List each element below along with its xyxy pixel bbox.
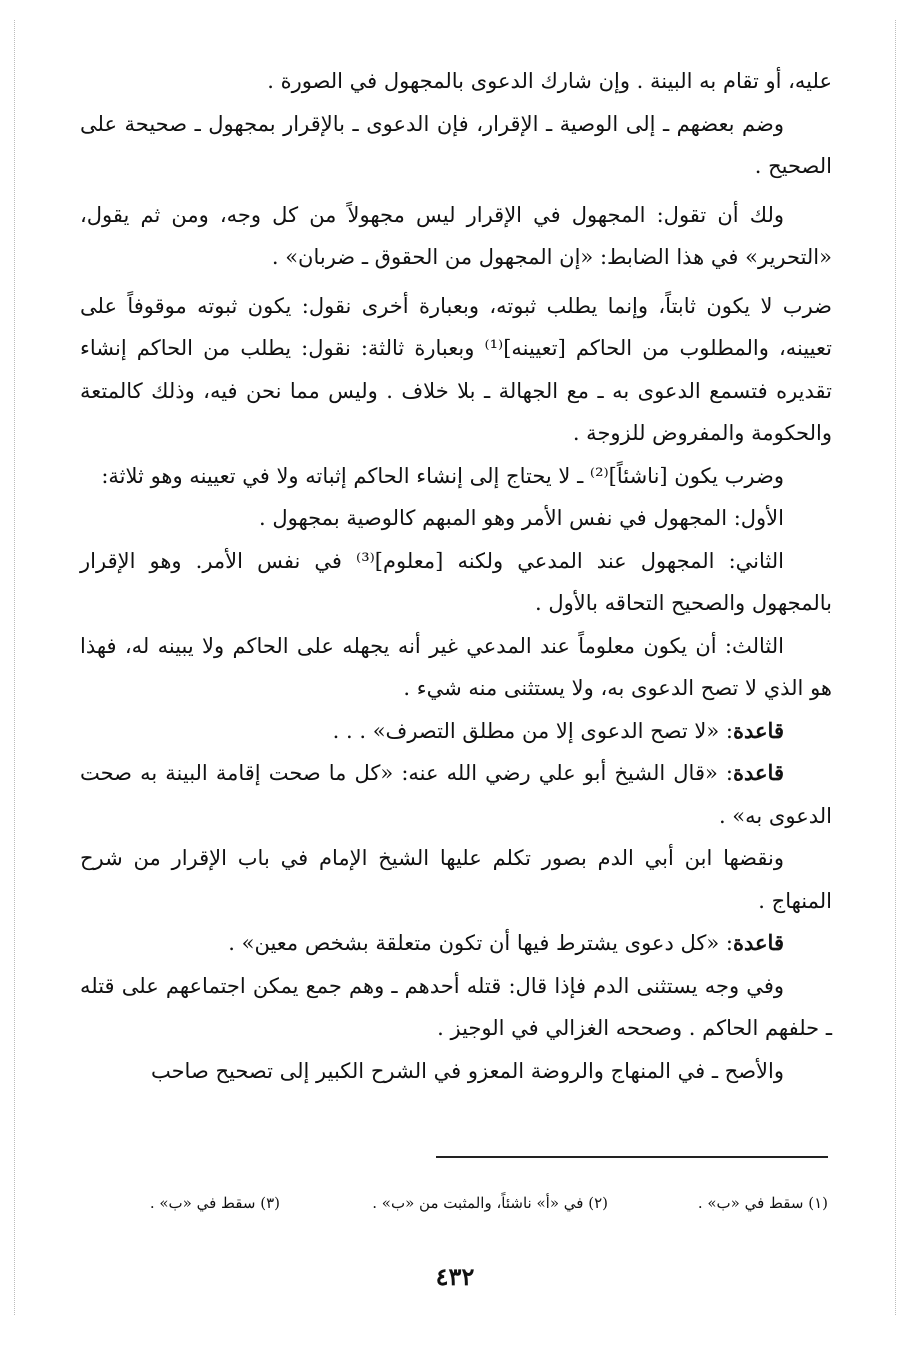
- paragraph: ضرب لا يكون ثابتاً، وإنما يطلب ثبوته، وبعبارة أخرى نقول: يكون ثبوته موقوفاً على تعيينه، والمطلوب من الحاكم [تعيينه]⁽¹⁾ وبعبارة ثالثة: نقول: يطلب من الحاكم إنشاء تقديره فتسمع الدعوى به ـ مع الجهالة ـ بلا خلاف . وليس مما نحن فيه، وذلك كالمتعة والحكومة والمفروض للزوجة .: [80, 293, 832, 445]
- paragraph: والأصح ـ في المنهاج والروضة المعزو في الشرح الكبير إلى تصحيح صاحب: [150, 1058, 784, 1083]
- footnote-2: (٢) في «أ» ناشئاً، والمثبت من «ب» .: [372, 1194, 608, 1212]
- page-number: ٤٣٢: [435, 1262, 475, 1291]
- rule-text: : «كل دعوى يشترط فيها أن تكون متعلقة بشخص معين» .: [228, 931, 733, 955]
- paragraph: وفي وجه يستثنى الدم فإذا قال: قتله أحدهم ـ وهم جمع يمكن اجتماعهم على قتله ـ حلفهم الحاكم . وصححه الغزالي في الوجيز .: [80, 973, 832, 1040]
- left-edge-dots: [14, 20, 15, 1315]
- paragraph: ولك أن تقول: المجهول في الإقرار ليس مجهولاً من كل وجه، ومن ثم يقول، «التحرير» في هذا الضابط: «إن المجهول من الحقوق ـ ضربان» .: [80, 202, 832, 269]
- footnote-1: (١) سقط في «ب» .: [697, 1194, 828, 1212]
- rule-keyword: قاعدة: [733, 760, 784, 785]
- body-text: [80, 60, 832, 1092]
- rule-text: : «لا تصح الدعوى إلا من مطلق التصرف» . . .: [332, 718, 733, 743]
- rule-keyword: قاعدة: [733, 717, 784, 743]
- footnotes: [80, 1190, 828, 1220]
- rule-paragraph: [80, 710, 832, 753]
- right-edge-dots: [895, 20, 896, 1315]
- paragraph: الثالث: أن يكون معلوماً عند المدعي غير أنه يجهله على الحاكم ولا يبينه له، فهذا هو الذي لا تصح الدعوى به، ولا يستثنى منه شيء .: [80, 633, 832, 700]
- paragraph: عليه، أو تقام به البينة . وإن شارك الدعوى بالمجهول في الصورة .: [267, 69, 832, 93]
- rule-text: : «قال الشيخ أبو علي رضي الله عنه: «كل ما صحت إقامة البينة به صحت الدعوى به» .: [80, 761, 832, 828]
- paragraph: الأول: المجهول في نفس الأمر وهو المبهم كالوصية بمجهول .: [258, 506, 784, 530]
- rule-paragraph: [80, 752, 832, 837]
- rule-keyword: قاعدة: [733, 930, 784, 955]
- rule-paragraph: [80, 922, 832, 965]
- footnote-divider: [436, 1156, 828, 1158]
- paragraph: الثاني: المجهول عند المدعي ولكنه [معلوم]⁽³⁾ في نفس الأمر. وهو الإقرار بالمجهول والصحيح التحاقه بالأول .: [80, 548, 832, 615]
- paragraph: وضرب يكون [ناشئاً]⁽²⁾ ـ لا يحتاج إلى إنشاء الحاكم إثباته ولا في تعيينه وهو ثلاثة:: [101, 463, 784, 488]
- paragraph: ونقضها ابن أبي الدم بصور تكلم عليها الشيخ الإمام في باب الإقرار من شرح المنهاج .: [80, 846, 832, 913]
- paragraph: وضم بعضهم ـ إلى الوصية ـ الإقرار، فإن الدعوى ـ بالإقرار بمجهول ـ صحيحة على الصحيح .: [80, 111, 832, 178]
- footnote-3: (٣) سقط في «ب» .: [149, 1194, 280, 1212]
